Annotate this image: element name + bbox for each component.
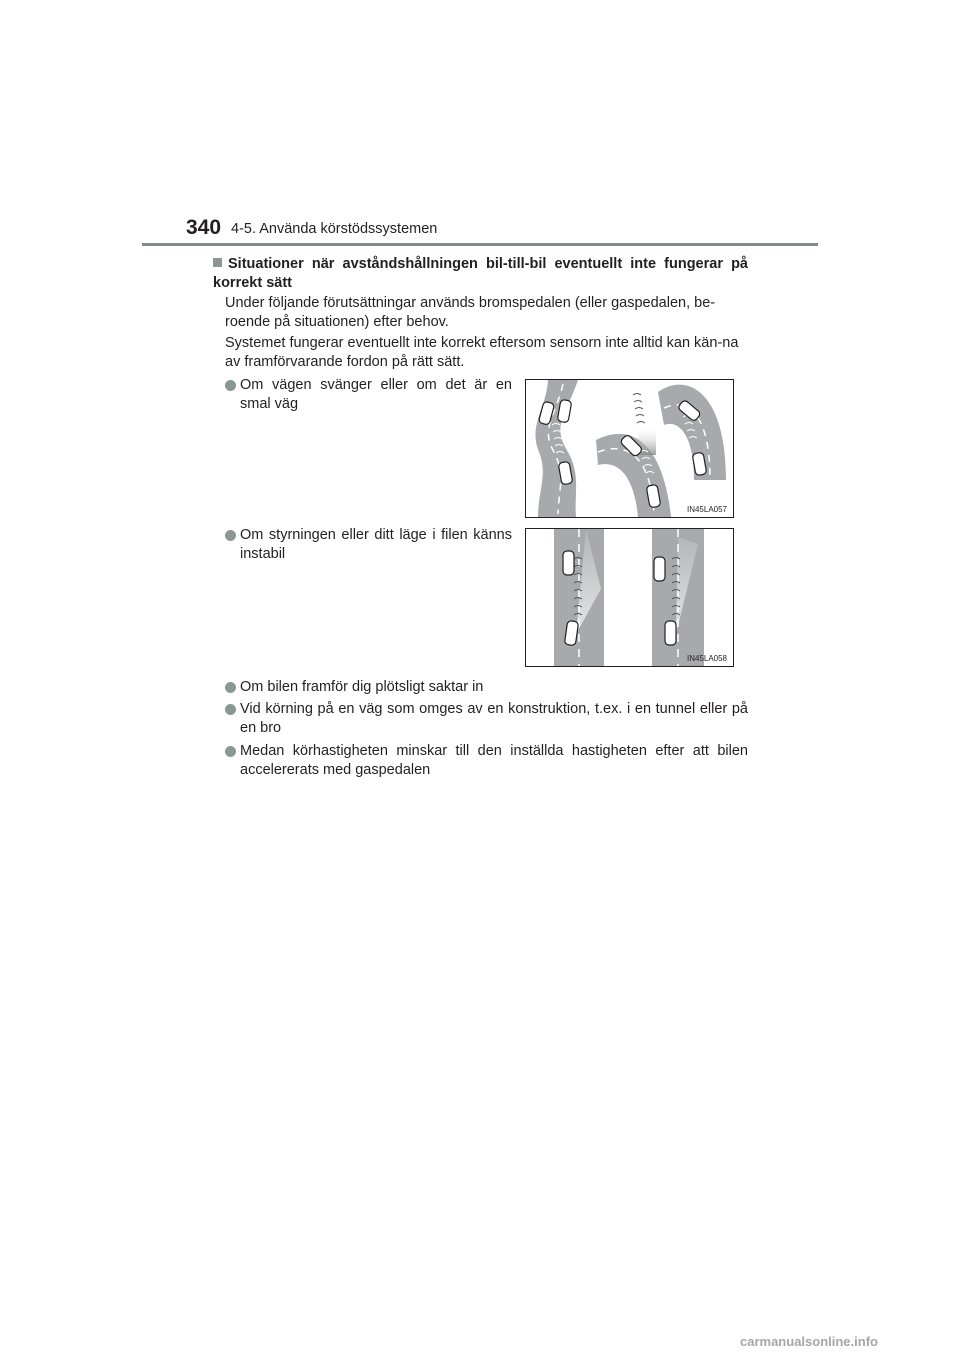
- section-title: 4-5. Använda körstödssystemen: [231, 221, 438, 237]
- bullet-text: Vid körning på en väg som omges av en konstruktion, t.ex. i en tunnel eller på en bro: [240, 701, 748, 736]
- figure-curved-road: [525, 379, 734, 518]
- heading-text: Situationer när avståndshållningen bil-till-bil eventuellt inte fungerar på korrekt sätt: [213, 256, 748, 291]
- list-item: [225, 678, 748, 697]
- figure-unstable-lane: [525, 528, 734, 667]
- curved-road-illustration: [526, 380, 733, 517]
- bullet-icon: [225, 704, 236, 715]
- list-item: [225, 526, 512, 564]
- header-rule: [142, 243, 818, 246]
- heading-square-icon: [213, 258, 222, 267]
- list-item: [225, 742, 748, 780]
- bullet-text: Medan körhastigheten minskar till den inställda hastigheten efter att bilen accelererats med gaspedalen: [240, 743, 748, 778]
- paragraph-1: Under följande förutsättningar används bromspedalen (eller gaspedalen, be-roende på situationen) efter behov.: [225, 295, 716, 330]
- list-item: [225, 376, 512, 414]
- bullet-text: Om styrningen eller ditt läge i filen känns instabil: [240, 527, 512, 562]
- bullet-icon: [225, 746, 236, 757]
- watermark: carmanualsonline.info: [740, 1334, 878, 1349]
- page-number: 340: [186, 216, 222, 239]
- heading: [213, 255, 748, 293]
- figure-code: IN45LA058: [686, 654, 727, 663]
- unstable-lane-illustration: [526, 529, 733, 666]
- bullet-icon: [225, 530, 236, 541]
- bullet-text: Om bilen framför dig plötsligt saktar in: [240, 679, 484, 695]
- paragraph-2: Systemet fungerar eventuellt inte korrekt eftersom sensorn inte alltid kan kän-na av framförvarande fordon på rätt sätt.: [225, 335, 739, 370]
- bullet-icon: [225, 682, 236, 693]
- bullet-icon: [225, 380, 236, 391]
- figure-code: IN45LA057: [686, 505, 727, 514]
- list-item: [225, 700, 748, 738]
- bullet-text: Om vägen svänger eller om det är en smal väg: [240, 377, 512, 412]
